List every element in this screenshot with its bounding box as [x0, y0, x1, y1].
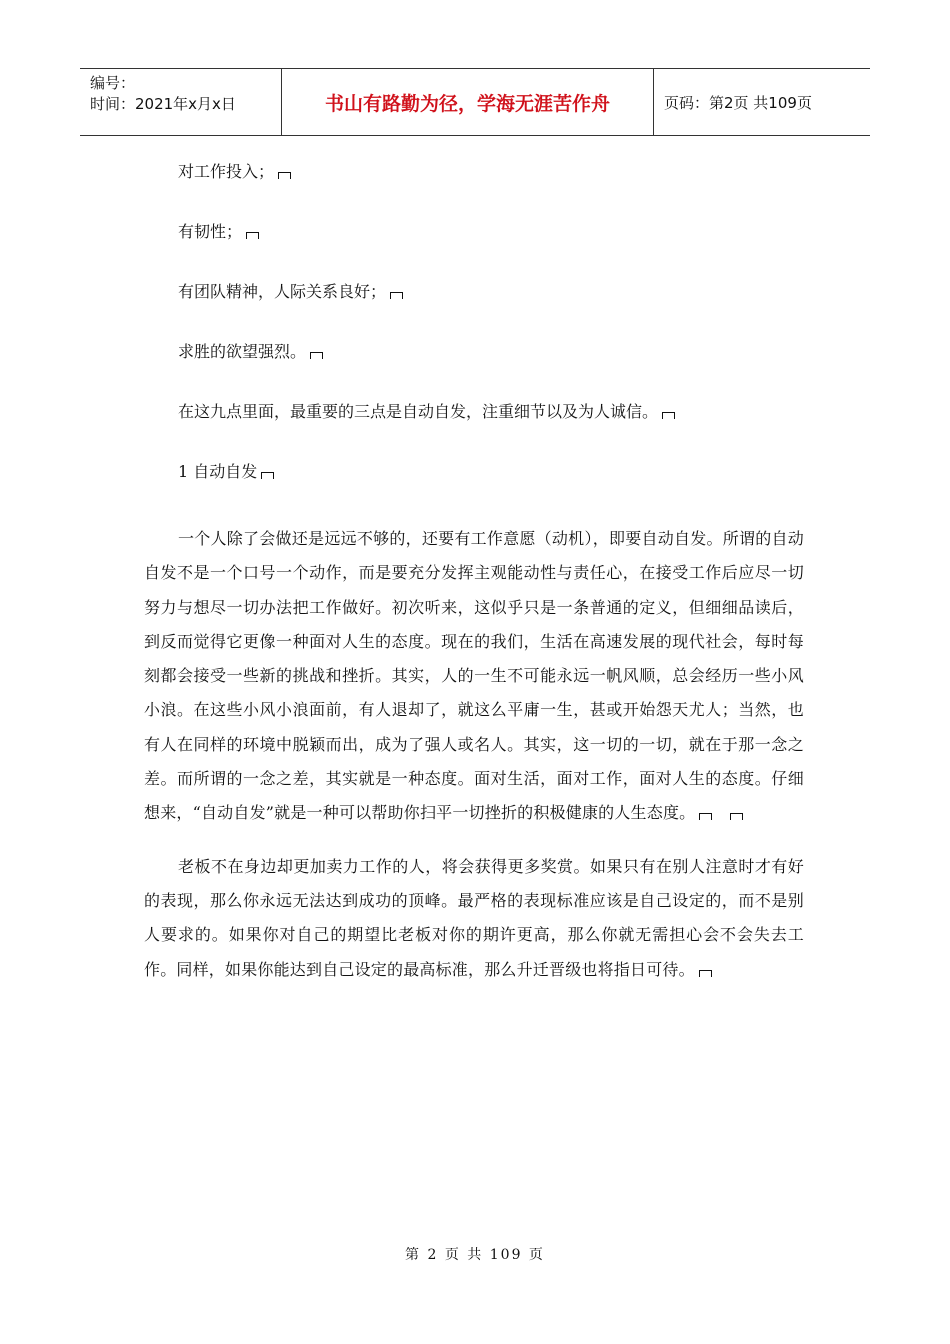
list-item [144, 150, 804, 210]
body-paragraph [144, 522, 804, 831]
document-number-label: 编号： [90, 74, 136, 92]
paragraph-mark-icon [310, 352, 323, 359]
list-item [144, 330, 804, 390]
header-motto: 书山有路勤为径，学海无涯苦作舟 [282, 69, 654, 135]
section-heading [144, 450, 804, 510]
page-header [80, 68, 870, 136]
body-paragraph-text: 老板不在身边却更加卖力工作的人，将会获得更多奖赏。如果只有在别人注意时才有好的表现，那么你永远无法达到成功的顶峰。最严格的表现标准应该是自己设定的，而不是别人要求的。如果你对自己的期望比老板对你的期许更高，那么你就无需担心会不会失去工作。同样，如果你能达到自己设定的最高标准，那么升迁晋级也将指日可待。 [144, 856, 804, 979]
paragraph-mark-icon [390, 292, 403, 299]
body-paragraph-text: 一个人除了会做还是远远不够的，还要有工作意愿（动机），即要自动自发。所谓的自动自发不是一个口号一个动作，而是要充分发挥主观能动性与责任心，在接受工作后应尽一切努力与想尽一切办法把工作做好。初次听来，这似乎只是一条普通的定义，但细细品读后，到反而觉得它更像一种面对人生的态度。现在的我们，生活在高速发展的现代社会，每时每刻都会接受一些新的挑战和挫折。其实，人的一生不可能永远一帆风顺，总会经历一些小风小浪。在这些小风小浪面前，有人退却了，就这么平庸一生，甚或开始怨天尤人；当然，也有人在同样的环境中脱颖而出，成为了强人或名人。其实，这一切的一切，就在于那一念之差。而所谓的一念之差，其实就是一种态度。面对生活，面对工作，面对人生的态度。仔细想来，“自动自发”就是一种可以帮助你扫平一切挫折的积极健康的人生态度。 [144, 529, 804, 823]
paragraph-mark-icon [278, 172, 291, 179]
list-item-text: 对工作投入； [178, 162, 275, 181]
header-page-info: 页码：第2页 共109页 [664, 93, 812, 112]
body-paragraph [144, 850, 804, 987]
paragraph-mark-icon [261, 472, 274, 479]
paragraph-mark-icon [730, 813, 743, 820]
paragraph-mark-icon [699, 813, 712, 820]
summary-text: 在这九点里面，最重要的三点是自动自发，注重细节以及为人诚信。 [178, 402, 659, 421]
paragraph-mark-icon [246, 232, 259, 239]
list-item [144, 210, 804, 270]
list-item-text: 有韧性； [178, 222, 243, 241]
document-body [144, 150, 804, 987]
summary-line [144, 390, 804, 450]
list-item [144, 270, 804, 330]
section-heading-text: 1 自动自发 [178, 462, 258, 481]
document-time-label: 时间：2021年x月x日 [90, 95, 236, 113]
header-meta [80, 69, 282, 135]
paragraph-mark-icon [662, 412, 675, 419]
page-footer: 第 2 页 共 109 页 [405, 1247, 545, 1263]
list-item-text: 有团队精神，人际关系良好； [178, 282, 387, 301]
paragraph-mark-icon [699, 970, 712, 977]
list-item-text: 求胜的欲望强烈。 [178, 342, 307, 361]
